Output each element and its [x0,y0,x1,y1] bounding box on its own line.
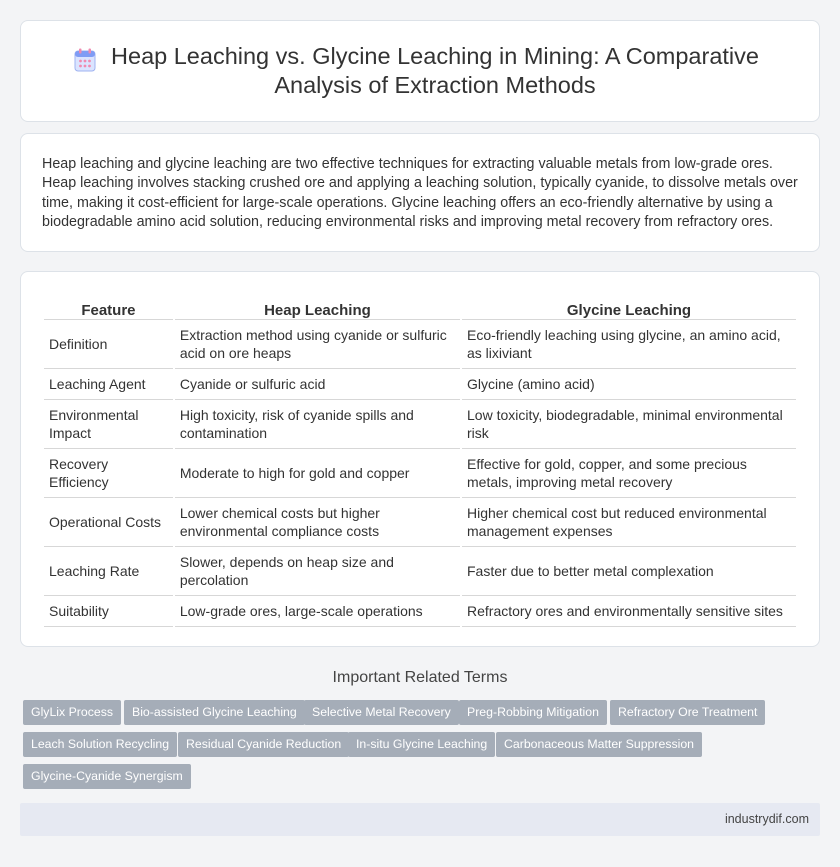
tag-preg-robbing-mitigation[interactable]: Preg-Robbing Mitigation [459,700,607,725]
table-header-row [44,294,796,320]
table-row [44,449,796,498]
heap-cell: Extraction method using cyanide or sulfuric acid on ore heaps [175,320,460,369]
tag-carbonaceous-matter-suppression[interactable]: Carbonaceous Matter Suppression [496,732,702,757]
tag-glycine-cyanide-synergism[interactable]: Glycine-Cyanide Synergism [23,764,191,789]
heap-cell: Slower, depends on heap size and percolation [175,547,460,596]
glycine-cell: Eco-friendly leaching using glycine, an amino acid, as lixiviant [462,320,796,369]
footer [20,803,820,836]
related-terms-title: Important Related Terms [332,669,508,686]
table-row [44,369,796,400]
tag-refractory-ore-treatment[interactable]: Refractory Ore Treatment [610,700,765,725]
heap-cell: Lower chemical costs but higher environmental compliance costs [175,498,460,547]
table-row [44,320,796,369]
tag-in-situ-glycine-leaching[interactable]: In-situ Glycine Leaching [348,732,495,757]
feature-cell: Leaching Agent [44,369,173,400]
footer-site-link[interactable]: industrydif.com [724,812,809,826]
heap-cell: High toxicity, risk of cyanide spills and contamination [175,400,460,449]
table-row [44,596,796,627]
glycine-cell: Faster due to better metal complexation [462,547,796,596]
intro-card [20,133,820,252]
tag-glylix-process[interactable]: GlyLix Process [23,700,121,725]
table-row [44,400,796,449]
intro-paragraph: Heap leaching and glycine leaching are two effective techniques for extracting valuable metals from low-grade ores. Heap leaching involves stacking crushed ore and applying a leaching solution, typically cyanide, to dissolve metals over time, making it cost-efficient for large-scale operations. Glycine leaching offers an eco-friendly alternative by using a biodegradable amino acid solution, reducing environmental risks and improving metal recovery from refractory ores. [42,156,798,231]
feature-cell: Operational Costs [44,498,173,547]
table-row [44,498,796,547]
header-feature: Feature [44,294,173,320]
glycine-cell: Higher chemical cost but reduced environmental management expenses [462,498,796,547]
tag-residual-cyanide-reduction[interactable]: Residual Cyanide Reduction [178,732,349,757]
tag-leach-solution-recycling[interactable]: Leach Solution Recycling [23,732,177,757]
glycine-cell: Low toxicity, biodegradable, minimal environmental risk [462,400,796,449]
feature-cell: Suitability [44,596,173,627]
title-card [20,20,820,122]
feature-cell: Leaching Rate [44,547,173,596]
glycine-cell: Effective for gold, copper, and some precious metals, improving metal recovery [462,449,796,498]
page-title: Heap Leaching vs. Glycine Leaching in Mining: A Comparative Analysis of Extraction Methods [111,43,759,98]
heap-cell: Cyanide or sulfuric acid [175,369,460,400]
feature-cell: Environmental Impact [44,400,173,449]
table-row [44,547,796,596]
glycine-cell: Refractory ores and environmentally sensitive sites [462,596,796,627]
tag-bio-assisted-glycine-leaching[interactable]: Bio-assisted Glycine Leaching [124,700,305,725]
tag-selective-metal-recovery[interactable]: Selective Metal Recovery [304,700,459,725]
comparison-table [42,294,798,627]
comparison-card [20,271,820,647]
feature-cell: Recovery Efficiency [44,449,173,498]
glycine-cell: Glycine (amino acid) [462,369,796,400]
header-glycine-leaching: Glycine Leaching [462,294,796,320]
feature-cell: Definition [44,320,173,369]
heap-cell: Low-grade ores, large-scale operations [175,596,460,627]
heap-cell: Moderate to high for gold and copper [175,449,460,498]
header-heap-leaching: Heap Leaching [175,294,460,320]
